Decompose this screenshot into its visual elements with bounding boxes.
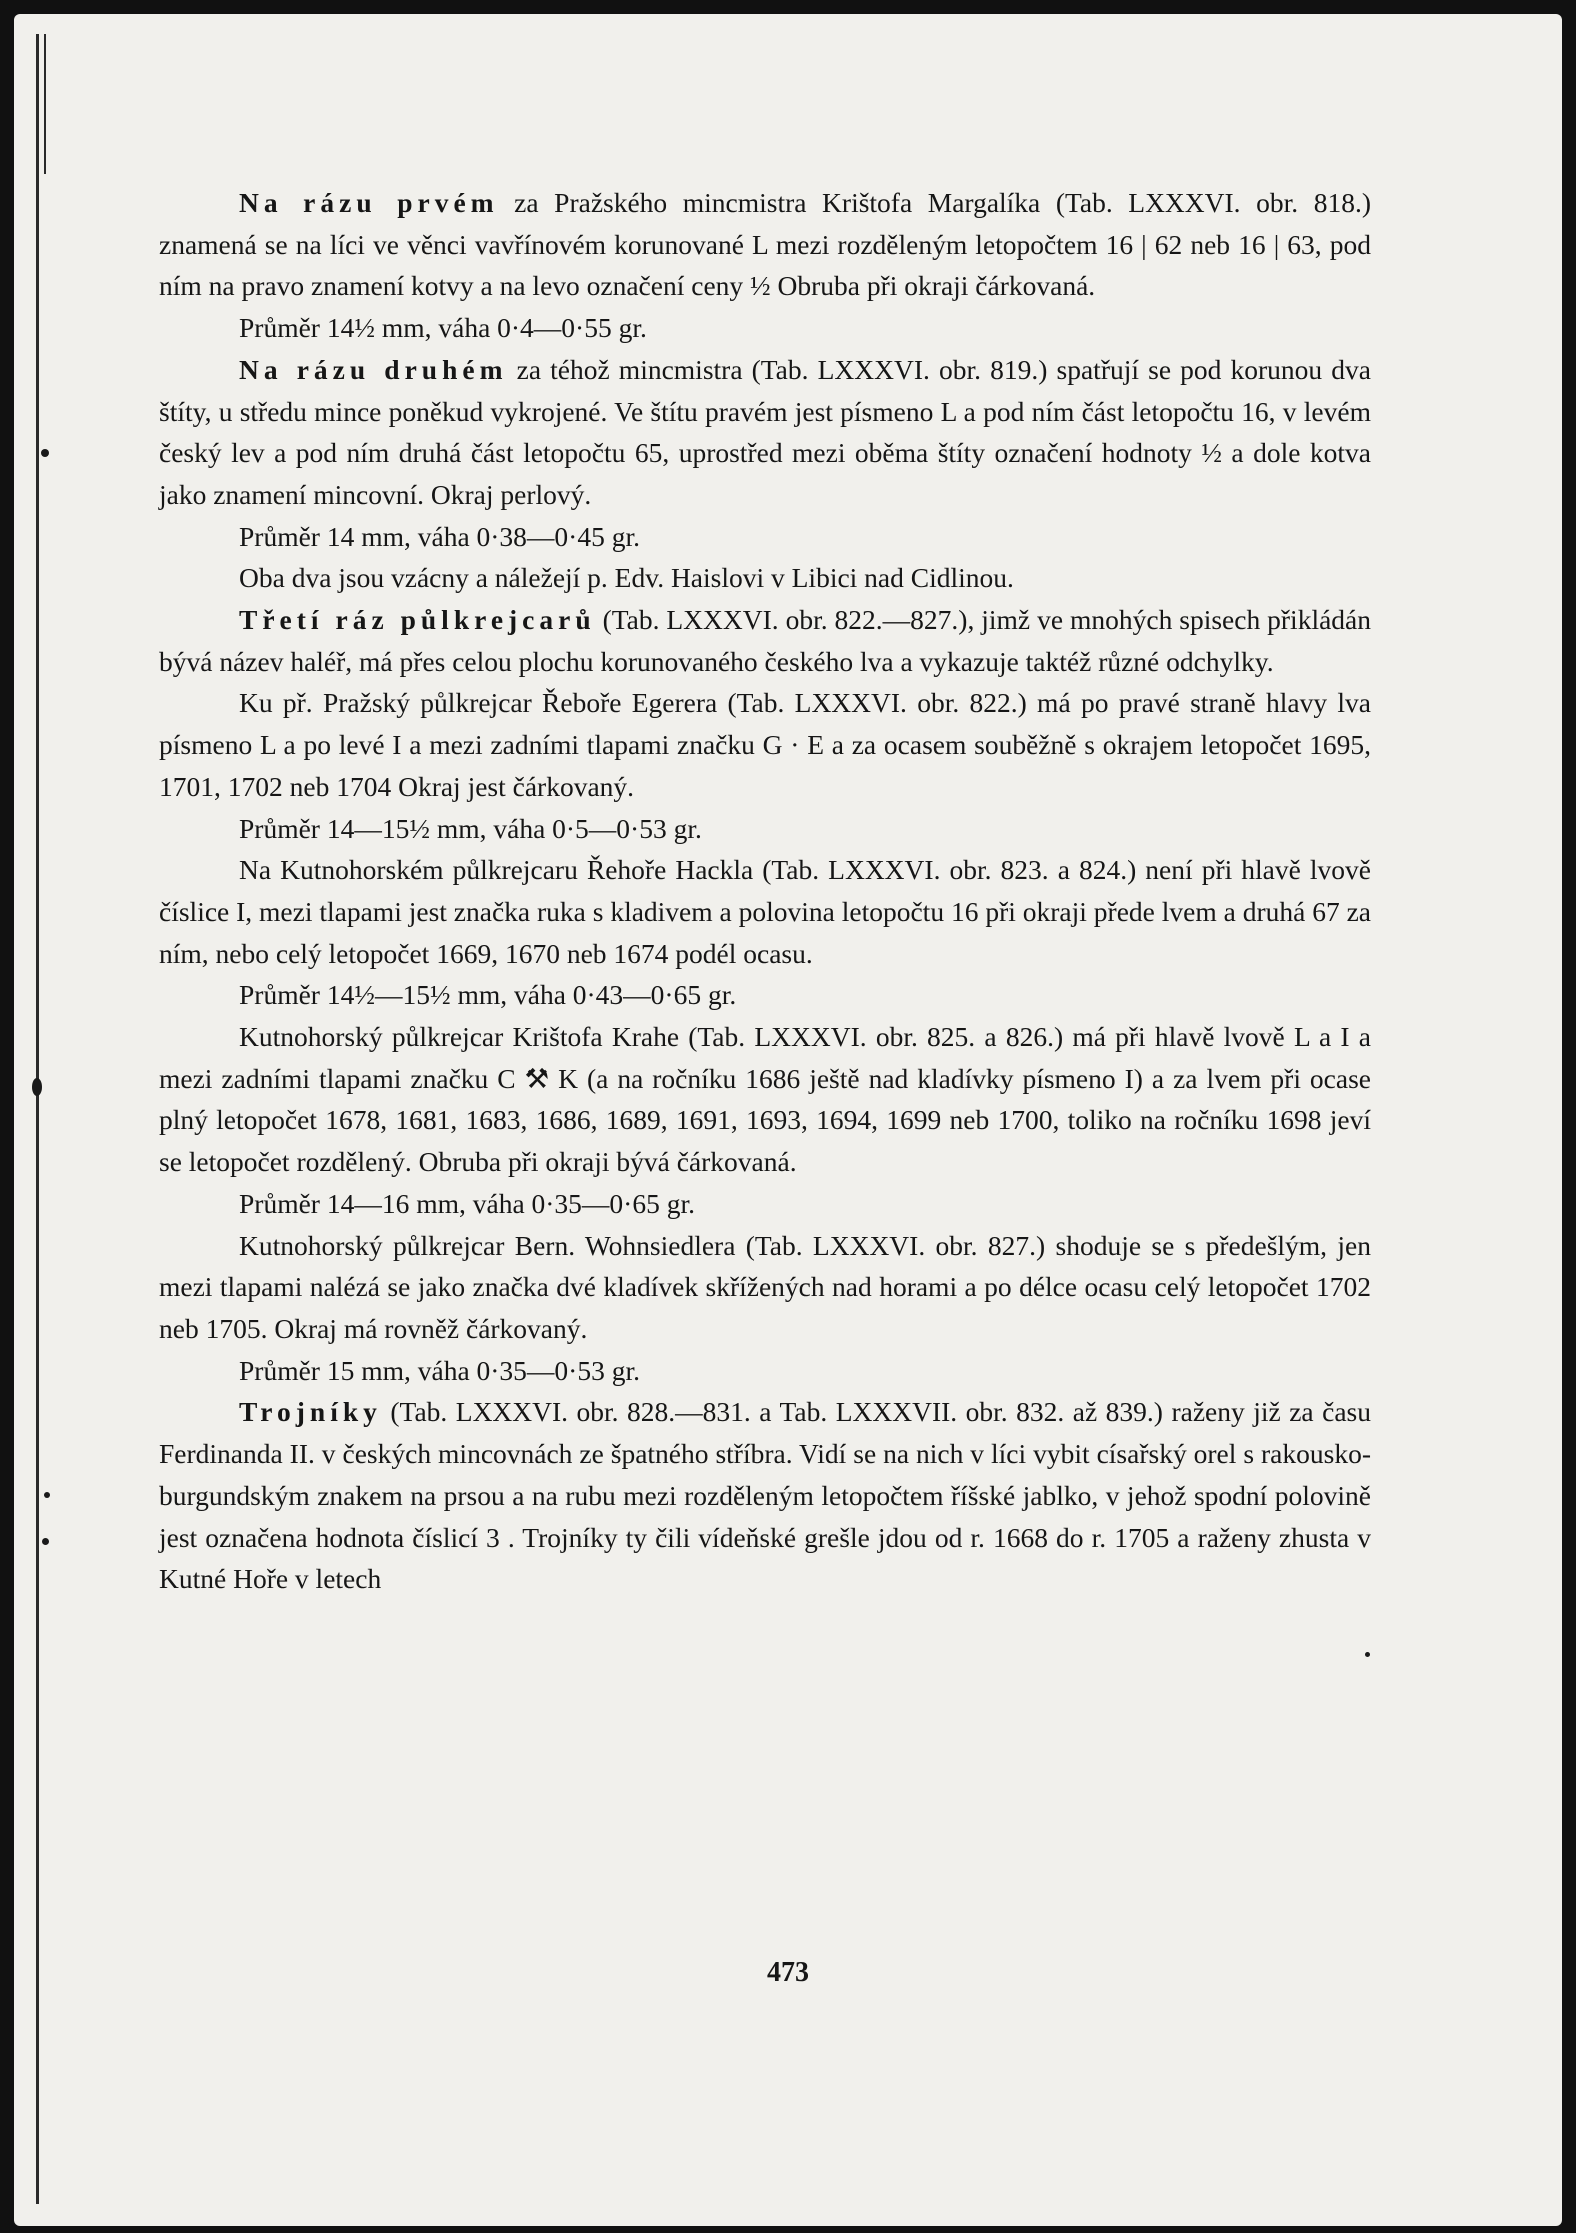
margin-dot bbox=[44, 1492, 50, 1498]
spaced-lead: Trojníky bbox=[239, 1396, 382, 1428]
paragraph: Kutnohorský půlkrejcar Krištofa Krahe (Tab. LXXXVI. obr. 825. a 826.) má při hlavě lvově L a I a mezi zadními tlapami značku C ⚒ K (a na ročníku 1686 ještě nad kladívky písmeno I) a za lvem při ocase plný letopočet 1678, 1681, 1683, 1686, 1689, 1691, 1693, 1694, 1699 neb 1700, toliko na ročníku 1698 jeví se letopočet rozdělený. Obruba při okraji bývá čárkovaná. bbox=[159, 1021, 1371, 1178]
paragraph: Oba dva jsou vzácny a náležejí p. Edv. Haislovi v Libici nad Cidlinou. bbox=[239, 562, 1014, 594]
paragraph: Průměr 14½—15½ mm, váha 0·43—0·65 gr. bbox=[239, 979, 737, 1011]
paragraph: Na Kutnohorském půlkrejcaru Řehoře Hackla (Tab. LXXXVI. obr. 823. a 824.) není při hlavě lvově číslice I, mezi tlapami jest značka ruka s kladivem a polovina letopočtu 16 při okraji přede lvem a druhá 67 za ním, nebo celý letopočet 1669, 1670 neb 1674 podél ocasu. bbox=[159, 854, 1371, 969]
page-number: 473 bbox=[767, 1957, 809, 1988]
paragraph: Průměr 14—16 mm, váha 0·35—0·65 gr. bbox=[239, 1187, 695, 1219]
paragraph: Kutnohorský půlkrejcar Bern. Wohnsiedlera (Tab. LXXXVI. obr. 827.) shoduje se s předešlým, jen mezi tlapami nalézá se jako značka dvé kladívek skřížených nad horami a po délce ocasu celý letopočet 1702 neb 1705. Okraj má rovněž čárkovaný. bbox=[159, 1229, 1371, 1344]
spaced-lead: Třetí ráz půlkrejcarů bbox=[239, 604, 596, 636]
paragraph: Průměr 15 mm, váha 0·35—0·53 gr. bbox=[239, 1354, 640, 1386]
paragraph: Trojníky (Tab. LXXXVI. obr. 828.—831. a Tab. LXXXVII. obr. 832. až 839.) raženy již za času Ferdinanda II. v českých mincovnách ze špatného stříbra. Vidí se na nich v líci vybit císařský orel s rakousko-burgundským znakem na prsou a na rubu mezi rozděleným letopočtem říšské jablko, v jehož spodní polovině jest označena hodnota číslicí 3 . Trojníky ty čili vídeňské grešle jdou od r. 1668 do r. 1705 a raženy zhusta v Kutné Hoře v letech bbox=[159, 1396, 1371, 1595]
paragraph: Průměr 14½ mm, váha 0·4—0·55 gr. bbox=[239, 312, 647, 344]
paragraph: Ku př. Pražský půlkrejcar Řeboře Egerera (Tab. LXXXVI. obr. 822.) má po pravé straně hlavy lva písmeno L a po levé I a mezi zadními tlapami značku G · E a za ocasem souběžně s okrajem letopočet 1695, 1701, 1702 neb 1704 Okraj jest čárkovaný. bbox=[159, 687, 1371, 802]
margin-dot bbox=[1365, 1652, 1370, 1657]
margin-dot bbox=[32, 1078, 42, 1096]
margin-dot bbox=[42, 1538, 49, 1545]
paragraph: Průměr 14—15½ mm, váha 0·5—0·53 gr. bbox=[239, 812, 702, 844]
paragraph: Průměr 14 mm, váha 0·38—0·45 gr. bbox=[239, 520, 640, 552]
paragraph: Třetí ráz půlkrejcarů (Tab. LXXXVI. obr. 822.—827.), jimž ve mnohých spisech přikládán bývá název haléř, má přes celou plochu korunovaného českého lva a vykazuje taktéž různé odchylky. bbox=[159, 604, 1371, 677]
spaced-lead: Na rázu prvém bbox=[239, 187, 499, 218]
book-page bbox=[14, 14, 1562, 2226]
paragraph: Na rázu prvém za Pražského mincmistra Krištofa Margalíka (Tab. LXXXVI. obr. 818.) znamená se na líci ve věnci vavřínovém korunované L mezi rozděleným letopočtem 16 | 62 neb 16 | 63, pod ním na pravo znamení kotvy a na levo označení ceny ½ Obruba při okraji čárkovaná. bbox=[159, 187, 1371, 302]
margin-dot bbox=[41, 449, 49, 457]
binding-edge-line-top bbox=[44, 34, 46, 174]
paragraph: Na rázu druhém za téhož mincmistra (Tab. LXXXVI. obr. 819.) spatřují se pod korunou dva štíty, u středu mince poněkud vykrojené. Ve štítu pravém jest písmeno L a pod ním část letopočtu 16, v levém český lev a pod ním druhá část letopočtu 65, uprostřed mezi oběma štíty označení hodnoty ½ a dole kotva jako znamení mincovní. Okraj perlový. bbox=[159, 353, 1371, 510]
spaced-lead: Na rázu druhém bbox=[239, 353, 508, 385]
body-text bbox=[159, 182, 1371, 1600]
binding-edge-line bbox=[36, 34, 39, 2204]
